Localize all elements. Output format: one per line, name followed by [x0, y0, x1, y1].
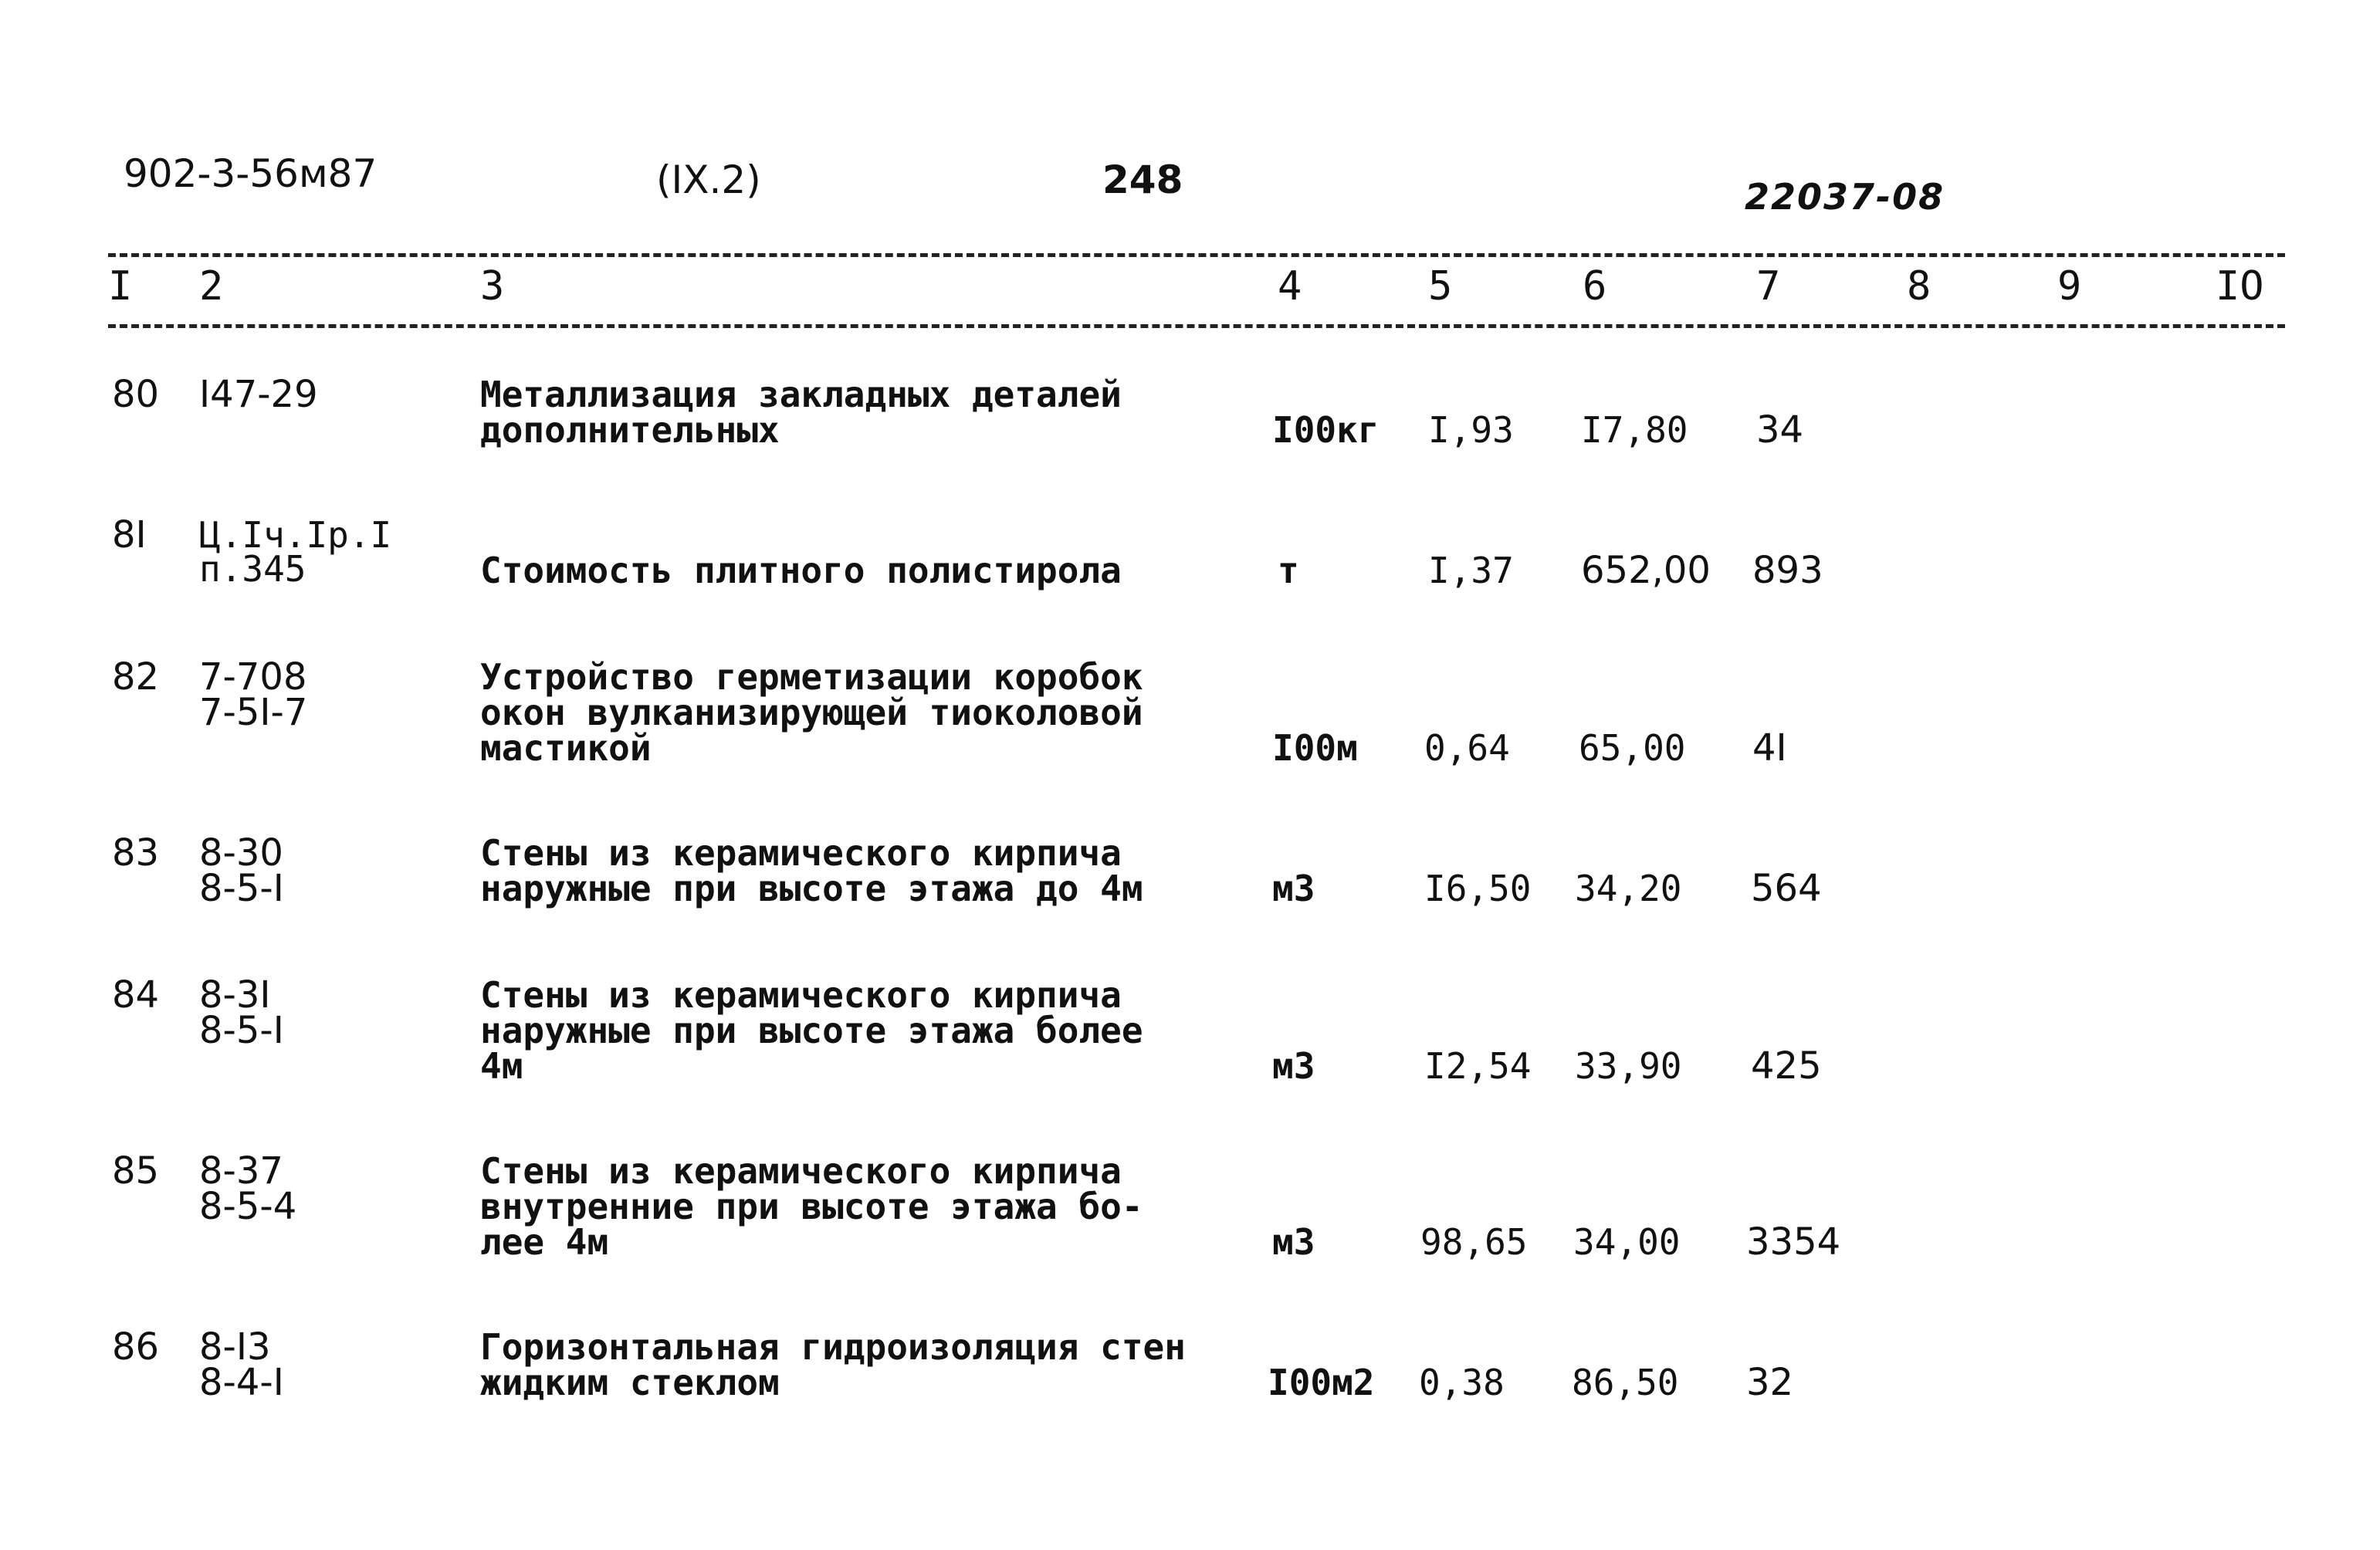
total-cost: 564 — [1751, 867, 1822, 910]
unit: м3 — [1272, 1221, 1315, 1263]
work-description: наружные при высоте этажа до 4м — [480, 868, 1143, 909]
norm-code: 8-4-I — [199, 1361, 284, 1404]
column-header-4: 4 — [1278, 263, 1302, 310]
unit-price: 34,00 — [1573, 1221, 1681, 1263]
work-description: окон вулканизирующей тиоколовой — [480, 692, 1143, 733]
quantity: I,37 — [1428, 550, 1514, 591]
norm-code: 8-5-I — [199, 1009, 284, 1052]
unit: I00м — [1272, 727, 1358, 769]
work-description: Стены из керамического кирпича — [480, 1150, 1122, 1192]
work-description: Стоимость плитного полистирола — [480, 550, 1122, 591]
total-cost: 34 — [1756, 408, 1804, 452]
quantity: 0,38 — [1419, 1362, 1505, 1403]
norm-code: 8-5-I — [199, 867, 284, 910]
column-header-2: 2 — [199, 263, 224, 310]
quantity: I6,50 — [1424, 868, 1532, 909]
norm-code: 8-37 — [199, 1149, 283, 1193]
norm-code: Ц.Iч.Iр.I — [199, 514, 392, 556]
work-description: мастикой — [480, 727, 652, 769]
work-description: Стены из керамического кирпича — [480, 974, 1122, 1016]
unit: I00кг — [1272, 409, 1380, 451]
norm-code: I47-29 — [199, 373, 318, 416]
unit-price: 86,50 — [1572, 1362, 1679, 1403]
section-number: (IX.2) — [656, 157, 761, 202]
row-number: 82 — [112, 655, 160, 699]
header-bottom-rule — [108, 324, 2285, 328]
total-cost: 425 — [1751, 1044, 1822, 1088]
norm-code: 7-708 — [199, 655, 307, 699]
norm-code: 8-3I — [199, 973, 271, 1017]
header-top-rule — [108, 253, 2285, 257]
row-number: 84 — [112, 973, 160, 1017]
unit-price: I7,80 — [1581, 409, 1688, 451]
unit-price: 33,90 — [1575, 1045, 1682, 1087]
work-description: 4м — [480, 1045, 523, 1087]
column-header-6: 6 — [1583, 263, 1607, 310]
page-number: 248 — [1102, 157, 1183, 202]
work-description: Металлизация закладных деталей — [480, 374, 1122, 415]
column-header-9: 9 — [2057, 263, 2082, 310]
norm-code: п.345 — [199, 548, 306, 590]
total-cost: 4I — [1752, 726, 1787, 770]
row-number: 86 — [112, 1325, 160, 1369]
unit-price: 65,00 — [1579, 727, 1686, 769]
total-cost: 32 — [1746, 1361, 1794, 1404]
unit: I00м2 — [1268, 1362, 1375, 1403]
document-code: 902-3-56м87 — [124, 151, 377, 196]
reference-number: 22037-08 — [1745, 176, 1945, 218]
norm-code: 8-I3 — [199, 1325, 271, 1369]
unit-price: 652,00 — [1581, 549, 1711, 592]
work-description: Устройство герметизации коробок — [480, 656, 1143, 698]
row-number: 80 — [112, 373, 160, 416]
work-description: жидким стеклом — [480, 1362, 780, 1403]
quantity: I2,54 — [1424, 1045, 1532, 1087]
total-cost: 893 — [1752, 549, 1823, 592]
column-header-7: 7 — [1756, 263, 1781, 310]
work-description: наружные при высоте этажа более — [480, 1010, 1143, 1051]
total-cost: 3354 — [1746, 1220, 1841, 1264]
column-header-10: IO — [2216, 263, 2264, 310]
column-header-3: 3 — [480, 263, 505, 310]
work-description: лее 4м — [480, 1221, 609, 1263]
work-description: Горизонтальная гидроизоляция стен — [480, 1326, 1186, 1368]
unit-price: 34,20 — [1575, 868, 1682, 909]
norm-code: 8-5-4 — [199, 1185, 297, 1228]
column-header-1: I — [108, 263, 133, 310]
quantity: I,93 — [1428, 409, 1514, 451]
unit: м3 — [1272, 868, 1315, 909]
quantity: 0,64 — [1424, 727, 1510, 769]
unit: т — [1278, 550, 1299, 591]
column-header-8: 8 — [1907, 263, 1931, 310]
row-number: 83 — [112, 831, 160, 875]
norm-code: 8-30 — [199, 831, 283, 875]
work-description: внутренние при высоте этажа бо- — [480, 1186, 1143, 1227]
unit: м3 — [1272, 1045, 1315, 1087]
work-description: Стены из керамического кирпича — [480, 832, 1122, 874]
row-number: 85 — [112, 1149, 160, 1193]
norm-code: 7-5I-7 — [199, 691, 308, 734]
column-header-5: 5 — [1428, 263, 1453, 310]
work-description: дополнительных — [480, 409, 780, 451]
row-number: 8I — [112, 513, 147, 557]
quantity: 98,65 — [1420, 1221, 1528, 1263]
